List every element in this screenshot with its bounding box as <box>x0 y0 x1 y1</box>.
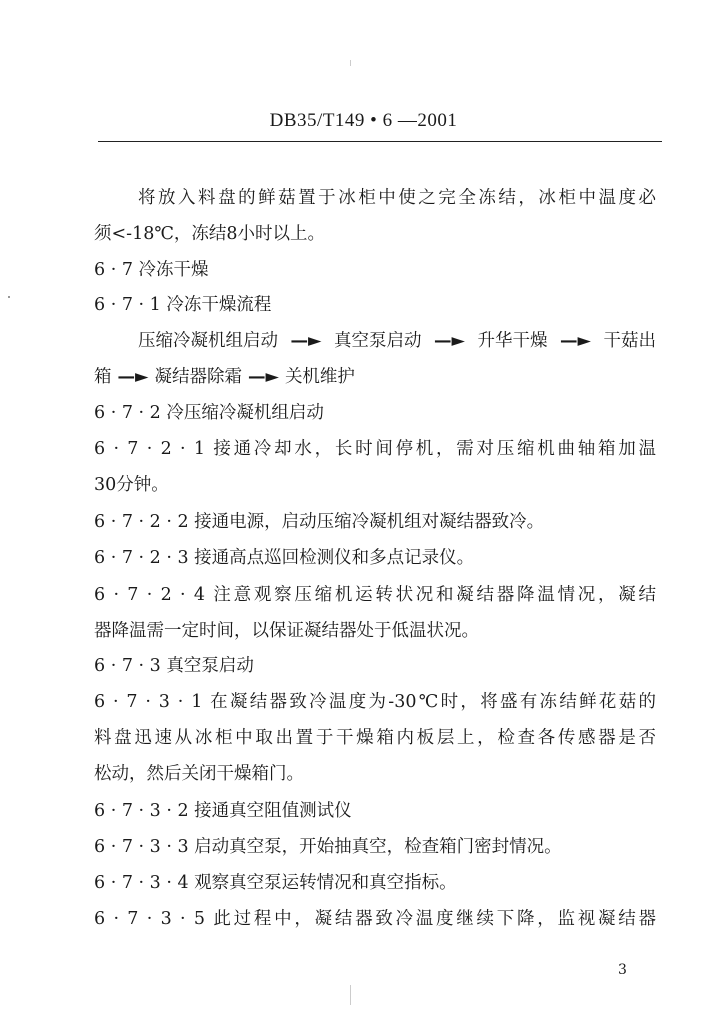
flow-step: 凝结器除霜 <box>154 367 242 387</box>
section-heading: 6 · 7 冷冻干燥 <box>94 260 209 280</box>
body-line: 6 · 7 · 3 · 4 观察真空泵运转情况和真空指标。 <box>94 873 457 893</box>
flow-step: 箱 <box>94 367 112 387</box>
flow-step: 真空泵启动 <box>334 331 422 351</box>
document-number-header: DB35/T149 • 6 —2001 <box>269 110 458 131</box>
body-line: 松动，然后关闭干燥箱门。 <box>94 764 304 784</box>
arrow-right-icon: —► <box>117 367 149 387</box>
body-line: 须<-18℃，冻结8小时以上。 <box>94 224 326 244</box>
body-line: 6 · 7 · 3 · 5 此过程中，凝结器致冷温度继续下降，监视凝结器 <box>94 909 656 929</box>
page-number: 3 <box>618 962 627 978</box>
scan-speck <box>350 60 351 66</box>
flow-step: 升华干燥 <box>477 331 548 351</box>
arrow-right-icon: —► <box>247 367 279 387</box>
flow-row-2 <box>94 365 656 389</box>
body-line: 6 · 7 · 2 · 1 接通冷却水，长时间停机，需对压缩机曲轴箱加温 <box>94 439 656 459</box>
body-line: 6 · 7 · 2 · 2 接通电源，启动压缩冷凝机组对凝结器致冷。 <box>94 512 545 532</box>
body-line: 6 · 7 · 3 · 3 启动真空泵，开始抽真空，检查箱门密封情况。 <box>94 837 562 857</box>
body-line: 6 · 7 · 2 · 3 接通高点巡回检测仪和多点记录仪。 <box>94 548 475 568</box>
section-heading: 6 · 7 · 1 冷冻干燥流程 <box>94 295 272 315</box>
body-line: 6 · 7 · 2 · 4 注意观察压缩机运转状况和凝结器降温情况，凝结 <box>94 585 656 605</box>
scan-speck <box>8 296 10 298</box>
flow-row-1 <box>138 329 656 353</box>
flow-step: 关机维护 <box>284 367 355 387</box>
body-line: 料盘迅速从冰柜中取出置于干燥箱内板层上，检查各传感器是否 <box>94 728 656 748</box>
body-line: 6 · 7 · 3 · 1 在凝结器致冷温度为-30℃时，将盛有冻结鲜花菇的 <box>94 692 656 712</box>
scan-speck <box>350 985 351 1005</box>
arrow-right-icon: —► <box>434 331 465 351</box>
flow-step: 压缩冷凝机组启动 <box>138 331 278 351</box>
arrow-right-icon: —► <box>290 331 322 351</box>
header-rule <box>98 141 662 142</box>
body-line: 30分钟。 <box>94 475 169 495</box>
body-line: 6 · 7 · 3 · 2 接通真空阻值测试仪 <box>94 801 352 821</box>
section-heading: 6 · 7 · 3 真空泵启动 <box>94 656 254 676</box>
flow-step: 干菇出 <box>603 331 656 351</box>
section-heading: 6 · 7 · 2 冷压缩冷凝机组启动 <box>94 403 324 423</box>
body-line: 器降温需一定时间，以保证凝结器处于低温状况。 <box>94 621 479 641</box>
body-line: 将放入料盘的鲜菇置于冰柜中使之完全冻结，冰柜中温度必 <box>138 188 656 208</box>
arrow-right-icon: —► <box>560 331 591 351</box>
